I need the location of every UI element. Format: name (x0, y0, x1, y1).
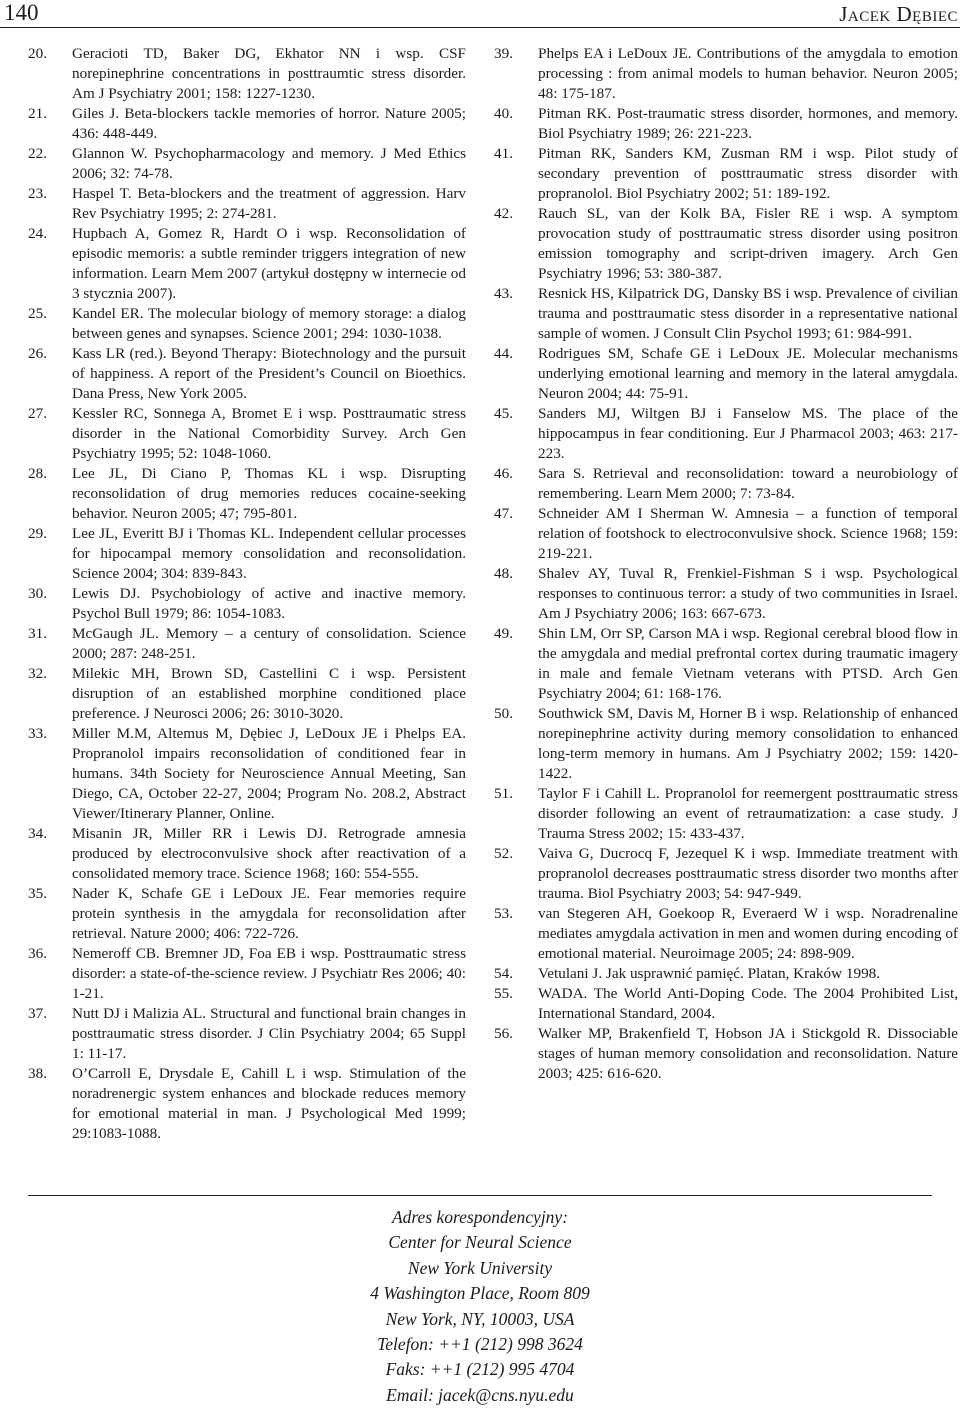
reference-text: Southwick SM, Davis M, Horner B i wsp. Relationship of enhanced norepinephrine activity during memory consolidation to enhanced long-term memory in humans. Am J Psychiatry 2002; 159: 1420-1422. (538, 705, 958, 782)
reference-text: Glannon W. Psychopharmacology and memory. J Med Ethics 2006; 32: 74-78. (72, 145, 466, 182)
reference-item (494, 344, 958, 404)
reference-number: 32. (28, 665, 47, 682)
reference-item (28, 404, 466, 464)
reference-item (28, 884, 466, 944)
reference-text: Hupbach A, Gomez R, Hardt O i wsp. Reconsolidation of episodic memoris: a subtle reminder triggers integration of new information. Learn Mem 2007 (artykuł dostępny w internecie od 3 stycznia 2007). (72, 225, 466, 302)
reference-text: Shin LM, Orr SP, Carson MA i wsp. Regional cerebral blood flow in the amygdala and medial prefrontal cortex during traumatic imagery in male and female Vietnam veterans with PTSD. Arch Gen Psychiatry 2004; 61: 168-176. (538, 625, 958, 702)
reference-text: Shalev AY, Tuval R, Frenkiel-Fishman S i wsp. Psychological responses to continuous terror: a study of two communities in Israel. Am J Psychiatry 2006; 163: 667-673. (538, 565, 958, 622)
reference-item (494, 984, 958, 1024)
address-phone: Telefon: ++1 (212) 998 3624 (377, 1334, 583, 1355)
reference-item (494, 464, 958, 504)
reference-text: WADA. The World Anti-Doping Code. The 2004 Prohibited List, International Standard, 2004. (538, 985, 958, 1022)
reference-number: 35. (28, 885, 47, 902)
reference-number: 20. (28, 45, 47, 62)
address-institution: Center for Neural Science (388, 1232, 572, 1253)
reference-number: 53. (494, 905, 513, 922)
reference-text: Geracioti TD, Baker DG, Ekhator NN i wsp. CSF norepinephrine concentrations in posttraumtic stress disorder. Am J Psychiatry 2001; 158: 1227-1230. (72, 45, 466, 102)
reference-item (494, 904, 958, 964)
page-number: 140 (4, 0, 39, 25)
page-header (0, 0, 960, 28)
reference-text: Nemeroff CB. Bremner JD, Foa EB i wsp. Posttraumatic stress disorder: a state-of-the-science review. J Psychiatr Res 2006; 40: 1-21. (72, 945, 466, 1002)
reference-number: 25. (28, 305, 47, 322)
reference-item (494, 624, 958, 704)
reference-text: Lee JL, Di Ciano P, Thomas KL i wsp. Disrupting reconsolidation of drug memories reduces cocaine-seeking behavior. Neuron 2005; 47; 795-801. (72, 465, 466, 522)
reference-number: 26. (28, 345, 47, 362)
address-street: 4 Washington Place, Room 809 (370, 1283, 590, 1304)
reference-item (28, 1064, 466, 1144)
reference-number: 34. (28, 825, 47, 842)
reference-text: Rauch SL, van der Kolk BA, Fisler RE i wsp. A symptom provocation study of posttraumatic stress disorder using positron emission tomography and script-driven imagery. Arch Gen Psychiatry 1996; 53: 380-387. (538, 205, 958, 282)
reference-text: Resnick HS, Kilpatrick DG, Dansky BS i wsp. Prevalence of civilian trauma and posttraumatic stess disorder in a representative national sample of women. J Consult Clin Psychol 1993; 61: 984-991. (538, 285, 958, 342)
reference-number: 45. (494, 405, 513, 422)
reference-text: Nader K, Schafe GE i LeDoux JE. Fear memories require protein synthesis in the amygdala for reconsolidation after retrieval. Nature 2000; 406: 722-726. (72, 885, 466, 942)
reference-number: 50. (494, 705, 513, 722)
reference-item (494, 144, 958, 204)
address-fax: Faks: ++1 (212) 995 4704 (385, 1359, 575, 1380)
reference-number: 38. (28, 1065, 47, 1082)
reference-number: 40. (494, 105, 513, 122)
reference-item (28, 1004, 466, 1064)
correspondence-heading: Adres korespondencyjny: (391, 1207, 569, 1227)
reference-number: 42. (494, 205, 513, 222)
reference-number: 22. (28, 145, 47, 162)
reference-text: Kandel ER. The molecular biology of memory storage: a dialog between genes and synapses. Science 2001; 294: 1030-1038. (72, 305, 466, 342)
header-rule (0, 27, 960, 28)
reference-number: 49. (494, 625, 513, 642)
reference-number: 46. (494, 465, 513, 482)
references-column-left (28, 44, 466, 1144)
reference-number: 23. (28, 185, 47, 202)
reference-item (494, 704, 958, 784)
reference-text: Misanin JR, Miller RR i Lewis DJ. Retrograde amnesia produced by electroconvulsive shock after reactivation of a consolidated memory trace. Science 1968; 160: 554-555. (72, 825, 466, 882)
reference-number: 33. (28, 725, 47, 742)
reference-text: Pitman RK, Sanders KM, Zusman RM i wsp. Pilot study of secondary prevention of posttraumatic stress disorder with propranolol. Biol Psychiatry 2002; 51: 189-192. (538, 145, 958, 202)
reference-number: 29. (28, 525, 47, 542)
address-email: Email: jacek@cns.nyu.edu (386, 1384, 574, 1405)
reference-number: 51. (494, 785, 513, 802)
reference-item (28, 184, 466, 224)
reference-item (494, 204, 958, 284)
reference-item (494, 504, 958, 564)
reference-number: 21. (28, 105, 47, 122)
reference-text: Lewis DJ. Psychobiology of active and inactive memory. Psychol Bull 1979; 86: 1054-1083. (72, 585, 466, 622)
reference-number: 30. (28, 585, 47, 602)
reference-number: 56. (494, 1025, 513, 1042)
reference-number: 28. (28, 465, 47, 482)
reference-text: Taylor F i Cahill L. Propranolol for reemergent posttraumatic stress disorder following an event of retraumatization: a case study. J Trauma Stress 2002; 15: 433-437. (538, 785, 958, 842)
reference-text: Milekic MH, Brown SD, Castellini C i wsp. Persistent disruption of an established morphine conditioned place preference. J Neurosci 2006; 26: 3010-3020. (72, 665, 466, 722)
reference-text: Sara S. Retrieval and reconsolidation: toward a neurobiology of remembering. Learn Mem 2000; 7: 73-84. (538, 465, 958, 502)
reference-text: Kass LR (red.). Beyond Therapy: Biotechnology and the pursuit of happiness. A report of the President’s Council on Bioethics. Dana Press, New York 2005. (72, 345, 466, 402)
address-university: New York University (407, 1257, 553, 1278)
reference-item (494, 1024, 958, 1084)
reference-text: Nutt DJ i Malizia AL. Structural and functional brain changes in posttraumatic stress disorder. J Clin Psychiatry 2004; 65 Suppl 1: 11-17. (72, 1005, 466, 1062)
reference-text: Schneider AM I Sherman W. Amnesia – a function of temporal relation of footshock to electroconvulsive shock. Science 1968; 159: 219-221. (538, 505, 958, 562)
reference-item (28, 144, 466, 184)
reference-number: 54. (494, 965, 513, 982)
reference-number: 27. (28, 405, 47, 422)
reference-number: 43. (494, 285, 513, 302)
reference-item (494, 964, 958, 984)
reference-number: 48. (494, 565, 513, 582)
reference-number: 55. (494, 985, 513, 1002)
reference-text: Kessler RC, Sonnega A, Bromet E i wsp. Posttraumatic stress disorder in the National Comorbidity Survey. Arch Gen Psychiatry 1995; 52: 1048-1060. (72, 405, 466, 462)
reference-number: 47. (494, 505, 513, 522)
reference-text: Pitman RK. Post-traumatic stress disorder, hormones, and memory. Biol Psychiatry 1989; 26: 221-223. (538, 105, 958, 142)
reference-item (28, 584, 466, 624)
reference-item (28, 944, 466, 1004)
reference-item (28, 624, 466, 664)
reference-number: 41. (494, 145, 513, 162)
reference-text: O’Carroll E, Drysdale E, Cahill L i wsp. Stimulation of the noradrenergic system enhances and blockade reduces memory for emotional material in man. J Psychological Med 1999; 29:1083-1088. (72, 1065, 466, 1142)
reference-item (494, 284, 958, 344)
reference-item (28, 44, 466, 104)
reference-number: 37. (28, 1005, 47, 1022)
reference-text: Haspel T. Beta-blockers and the treatment of aggression. Harv Rev Psychiatry 1995; 2: 274-281. (72, 185, 466, 222)
reference-text: van Stegeren AH, Goekoop R, Everaerd W i wsp. Noradrenaline mediates amygdala activation in men and women during encoding of emotional material. Neuroimage 2005; 24: 898-909. (538, 905, 958, 962)
address-city: New York, NY, 10003, USA (385, 1308, 575, 1329)
reference-item (494, 564, 958, 624)
reference-number: 39. (494, 45, 513, 62)
reference-item (28, 524, 466, 584)
reference-number: 24. (28, 225, 47, 242)
reference-item (28, 304, 466, 344)
reference-item (494, 784, 958, 844)
reference-item (28, 824, 466, 884)
reference-item (28, 664, 466, 724)
reference-number: 31. (28, 625, 47, 642)
reference-item (494, 844, 958, 904)
reference-item (28, 724, 466, 824)
running-head-author: Jacek Dębiec (839, 2, 958, 26)
reference-number: 44. (494, 345, 513, 362)
reference-item (28, 224, 466, 304)
reference-item (28, 104, 466, 144)
references-column-right (494, 44, 958, 1084)
reference-text: Walker MP, Brakenfield T, Hobson JA i Stickgold R. Dissociable stages of human memory consolidation and reconsolidation. Nature 2003; 425: 616-620. (538, 1025, 958, 1082)
correspondence-address (0, 1205, 960, 1408)
reference-text: Rodrigues SM, Schafe GE i LeDoux JE. Molecular mechanisms underlying emotional learning and memory in the lateral amygdala. Neuron 2004; 44: 75-91. (538, 345, 958, 402)
reference-text: Lee JL, Everitt BJ i Thomas KL. Independent cellular processes for hipocampal memory consolidation and reconsolidation. Science 2004; 304: 839-843. (72, 525, 466, 582)
reference-text: Miller M.M, Altemus M, Dębiec J, LeDoux JE i Phelps EA. Propranolol impairs reconsolidation of conditioned fear in humans. 34th Society for Neuroscience Annual Meeting, San Diego, CA, October 22-27, 2004; Program No. 208.2, Abstract Viewer/Itinerary Planner, Online. (72, 725, 466, 822)
reference-number: 52. (494, 845, 513, 862)
reference-text: Giles J. Beta-blockers tackle memories of horror. Nature 2005; 436: 448-449. (72, 105, 466, 142)
reference-item (494, 404, 958, 464)
reference-text: Vaiva G, Ducrocq F, Jezequel K i wsp. Immediate treatment with propranolol decreases posttraumatic stress disorder two months after trauma. Biol Psychiatry 2003; 54: 947-949. (538, 845, 958, 902)
reference-item (28, 464, 466, 524)
footer-rule (28, 1195, 932, 1196)
reference-text: Vetulani J. Jak usprawnić pamięć. Platan, Kraków 1998. (538, 965, 881, 982)
reference-item (494, 44, 958, 104)
reference-item (28, 344, 466, 404)
reference-text: Sanders MJ, Wiltgen BJ i Fanselow MS. The place of the hippocampus in fear conditioning. Eur J Pharmacol 2003; 463: 217-223. (538, 405, 958, 462)
reference-number: 36. (28, 945, 47, 962)
reference-item (494, 104, 958, 144)
reference-text: McGaugh JL. Memory – a century of consolidation. Science 2000; 287: 248-251. (72, 625, 466, 662)
reference-text: Phelps EA i LeDoux JE. Contributions of the amygdala to emotion processing : from animal models to human behavior. Neuron 2005; 48: 175-187. (538, 45, 958, 102)
